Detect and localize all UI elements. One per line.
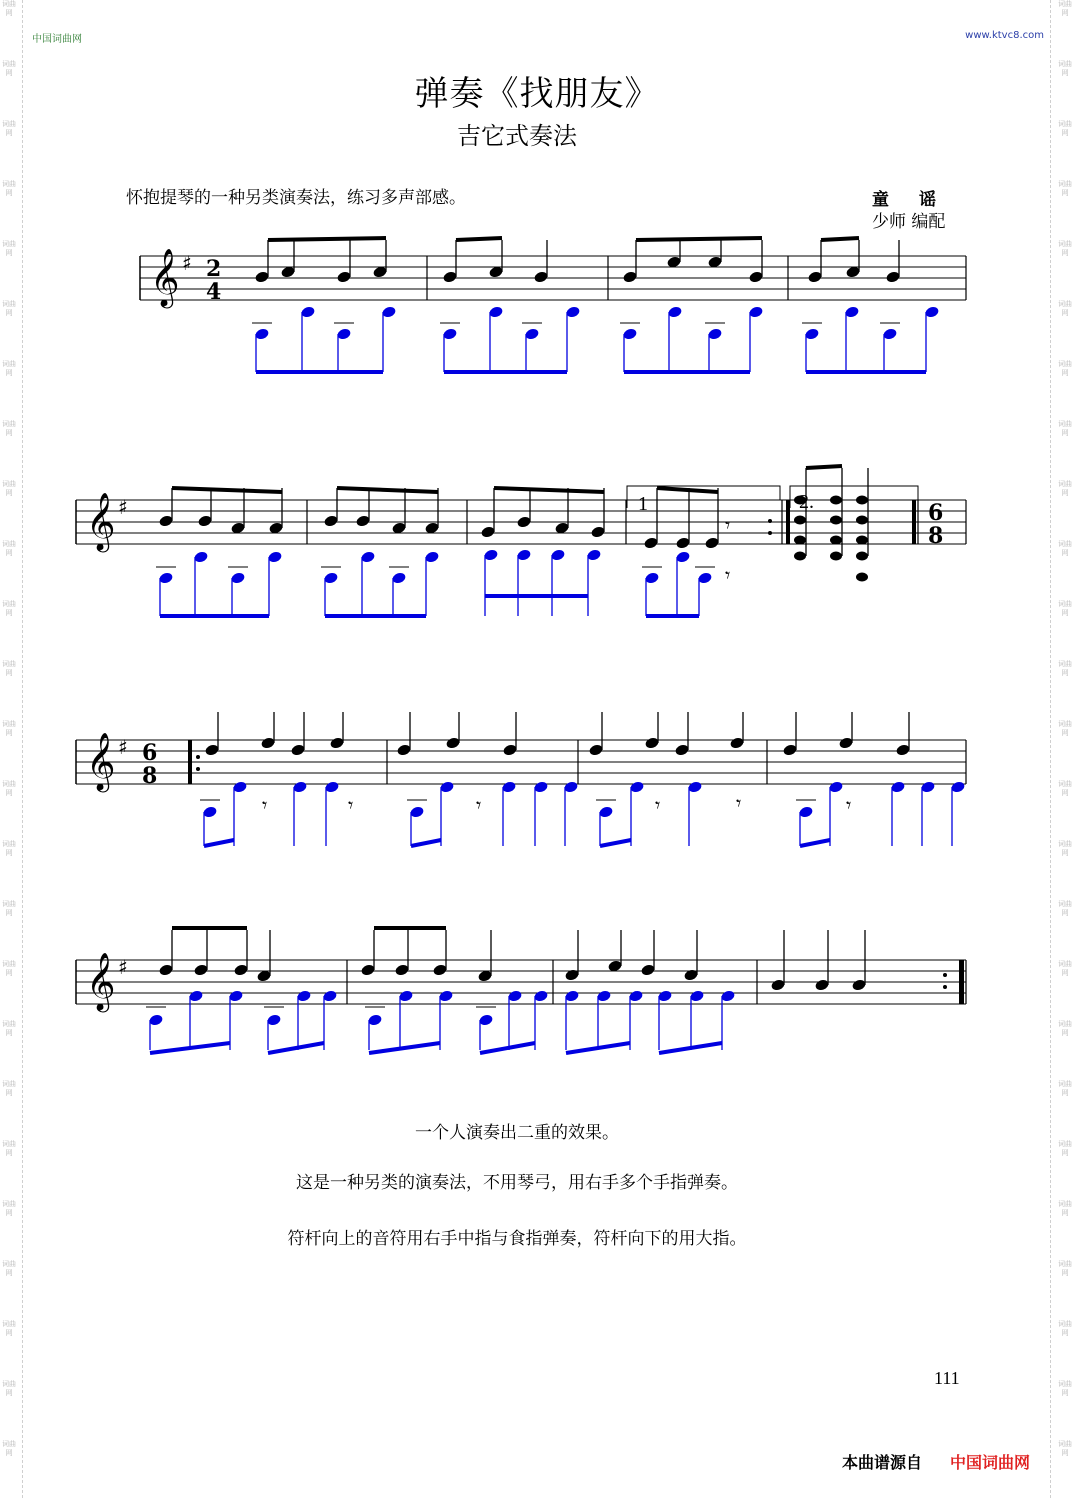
chord-note [856, 516, 868, 525]
eighth-rest-icon: 𝄾 [736, 791, 742, 815]
chord-note [794, 536, 806, 545]
time-sig-top: 6 [928, 500, 944, 526]
beam [636, 238, 762, 240]
chord-note [856, 536, 868, 545]
intro-text: 怀抱提琴的一种另类演奏法，练习多声部感。 [126, 188, 466, 208]
chord-note [856, 552, 868, 561]
eighth-rest-icon: 𝄾 [725, 563, 731, 587]
chord-note [794, 516, 806, 525]
repeat-bar [786, 500, 790, 544]
page-title: 弹奏《找朋友》 [414, 74, 660, 114]
arranger-credit: 少师 编配 [872, 212, 946, 232]
eighth-rest-icon: 𝄾 [476, 793, 482, 817]
repeat-dot [768, 531, 772, 535]
chord-note [830, 496, 842, 505]
beam [172, 488, 282, 492]
eighth-rest-icon: 𝄾 [725, 513, 731, 537]
score-marks [86, 238, 966, 1053]
beam [800, 840, 830, 846]
repeat-bar [188, 740, 192, 784]
volta-label-2: 2. [799, 491, 814, 513]
time-sig-bottom: 8 [142, 763, 158, 789]
repeat-dot [196, 767, 200, 771]
final-bar [959, 960, 964, 1004]
eighth-rest-icon: 𝄾 [262, 793, 268, 817]
header-site-left[interactable]: 中国词曲网 [32, 34, 82, 45]
footer-source-label: 本曲谱源自 [842, 1453, 923, 1472]
repeat-dot [943, 985, 947, 989]
beam [268, 1043, 324, 1053]
treble-clef-icon: 𝄞 [150, 248, 180, 306]
double-bar [912, 500, 916, 544]
beam [600, 840, 631, 846]
time-sig-bottom: 8 [928, 523, 944, 549]
header-site-right[interactable]: www.ktvc8.com [965, 30, 1044, 41]
composer-credit: 童谣 [872, 190, 966, 210]
sharp-icon: ♯ [182, 251, 192, 275]
eighth-rest-icon: 𝄾 [348, 793, 354, 817]
repeat-dot [943, 973, 947, 977]
repeat-dot [196, 755, 200, 759]
repeat-dot [768, 519, 772, 523]
footer-source-site[interactable]: 中国词曲网 [950, 1453, 1031, 1472]
note-line-2: 这是一种另类的演奏法，不用琴弓，用右手多个手指弹奏。 [296, 1173, 738, 1193]
beam [657, 488, 718, 492]
beam [494, 488, 604, 492]
beam [821, 238, 859, 240]
watermark-left: 词曲网 词曲网 词曲网 词曲网 词曲网 词曲网 词曲网 词曲网 词曲网 词曲网 词曲网 词曲网 词曲网 词曲网 词曲网 词曲网 词曲网 词曲网 词曲网 词曲网 词曲网 词曲网 词曲网 词曲网 词曲网 [2, 0, 16, 1457]
chord-note [830, 552, 842, 561]
eighth-rest-icon: 𝄾 [655, 793, 661, 817]
treble-clef-icon: 𝄞 [86, 732, 116, 790]
chord-note [794, 552, 806, 561]
time-sig-top: 6 [142, 740, 158, 766]
watermark-right: 词曲网 词曲网 词曲网 词曲网 词曲网 词曲网 词曲网 词曲网 词曲网 词曲网 词曲网 词曲网 词曲网 词曲网 词曲网 词曲网 词曲网 词曲网 词曲网 词曲网 词曲网 词曲网 词曲网 词曲网 词曲网 [1058, 0, 1072, 1457]
beam [456, 238, 502, 240]
beam [337, 488, 438, 492]
staves [76, 256, 966, 1004]
treble-clef-icon: 𝄞 [86, 952, 116, 1010]
chord-note [856, 496, 868, 505]
beam [204, 840, 234, 846]
beam [480, 1043, 535, 1053]
time-sig-top: 2 [206, 256, 222, 282]
sharp-icon: ♯ [118, 495, 128, 519]
eighth-rest-icon: 𝄾 [846, 793, 852, 817]
beam [806, 466, 842, 468]
sharp-icon: ♯ [118, 955, 128, 979]
sharp-icon: ♯ [118, 735, 128, 759]
page-number: 111 [934, 1368, 960, 1388]
chord-note [830, 516, 842, 525]
note-line-1: 一个人演奏出二重的效果。 [415, 1123, 619, 1143]
chord-note [856, 573, 868, 582]
beam [369, 1043, 440, 1053]
note-line-3: 符杆向上的音符用右手中指与食指弹奏，符杆向下的用大指。 [287, 1229, 747, 1249]
volta-label-1: 1 [638, 493, 648, 515]
page-subtitle: 吉它式奏法 [457, 122, 577, 150]
beam [268, 238, 386, 240]
time-sig-bottom: 4 [206, 279, 222, 305]
beam [411, 840, 441, 846]
treble-clef-icon: 𝄞 [86, 492, 116, 550]
chord-note [830, 536, 842, 545]
